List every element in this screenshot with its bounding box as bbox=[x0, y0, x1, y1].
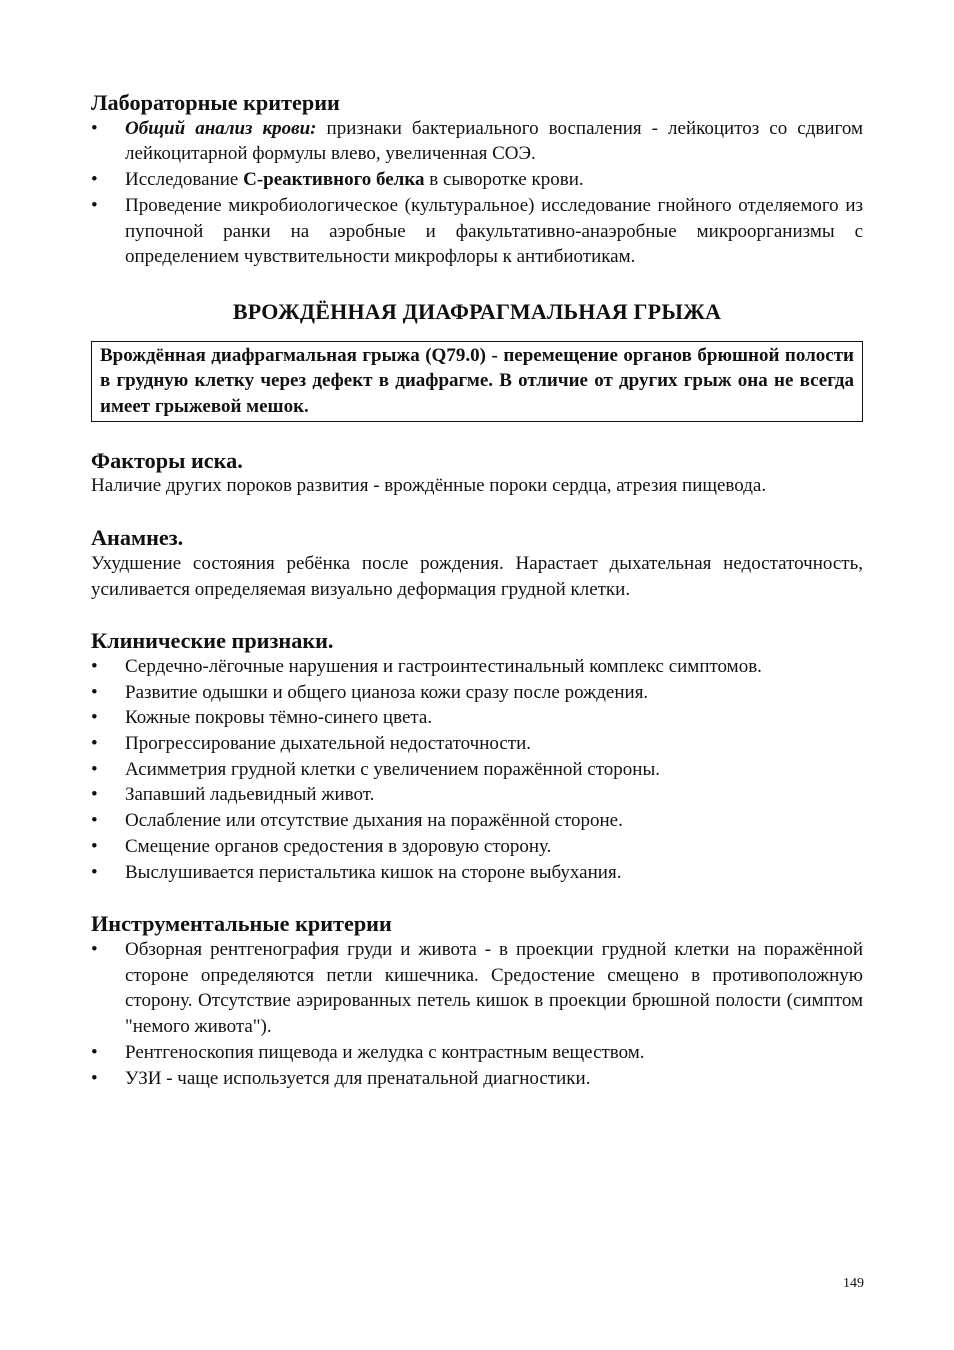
blood-test-text: признаки бактериального воспаления - лейкоцитоз со сдвигом лейкоцитарной формулы влево, увеличенная СОЭ. bbox=[125, 117, 863, 165]
crp-post: в сыворотке крови. bbox=[424, 169, 584, 191]
clinical-signs-heading: Клинические признаки. bbox=[91, 628, 334, 654]
blood-test-lead: Общий анализ крови: bbox=[125, 117, 317, 139]
list-item: • Асимметрия грудной клетки с увеличением поражённой стороны. bbox=[91, 757, 863, 783]
risk-factors-text: Наличие других пороков развития - врождённые пороки сердца, атрезия пищевода. bbox=[91, 475, 767, 497]
list-item bbox=[91, 116, 863, 167]
list-item: • Развитие одышки и общего цианоза кожи сразу после рождения. bbox=[91, 680, 863, 706]
list-item: • Выслушивается перистальтика кишок на стороне выбухания. bbox=[91, 860, 863, 886]
list-item: • Ослабление или отсутствие дыхания на поражённой стороне. bbox=[91, 808, 863, 834]
list-item: • Проведение микробиологическое (культуральное) исследование гнойного отделяемого из пупочной ранки на аэробные и факультативно-анаэробные микроорганизмы с определением чувствительности микрофлоры к антибиотикам. bbox=[91, 193, 863, 270]
list-item: • Сердечно-лёгочные нарушения и гастроинтестинальный комплекс симптомов. bbox=[91, 654, 863, 680]
crp-pre: Исследование bbox=[125, 169, 244, 191]
list-item: • Обзорная рентгенография груди и живота - в проекции грудной клетки на поражённой стороне определяются петли кишечника. Средостение смещено в противоположную сторону. Отсутствие аэрированных петель кишок в проекции брюшной полости (симптом "немого живота"). bbox=[91, 937, 863, 1040]
list-item: • Кожные покровы тёмно-синего цвета. bbox=[91, 705, 863, 731]
instrumental-criteria-heading: Инструментальные критерии bbox=[91, 911, 392, 937]
document-page bbox=[91, 90, 863, 1091]
anamnesis-heading: Анамнез. bbox=[91, 525, 184, 551]
section-title: ВРОЖДЁННАЯ ДИАФРАГМАЛЬНАЯ ГРЫЖА bbox=[232, 298, 722, 324]
list-item bbox=[91, 167, 863, 193]
risk-factors-heading: Факторы иска. bbox=[91, 447, 243, 473]
clinical-signs-list bbox=[91, 654, 863, 885]
lab-criteria-heading: Лабораторные критерии bbox=[91, 90, 340, 115]
definition-box: Врождённая диафрагмальная грыжа (Q79.0) - перемещение органов брюшной полости в грудную клетку через дефект в диафрагме. В отличие от других грыж она не всегда имеет грыжевой мешок. bbox=[91, 341, 863, 422]
list-item: • Прогрессирование дыхательной недостаточности. bbox=[91, 731, 863, 757]
list-item: • Запавший ладьевидный живот. bbox=[91, 782, 863, 808]
list-item: • Рентгеноскопия пищевода и желудка с контрастным веществом. bbox=[91, 1040, 863, 1066]
instrumental-criteria-list bbox=[91, 937, 863, 1091]
list-item: • Смещение органов средостения в здоровую сторону. bbox=[91, 834, 863, 860]
page-number: 149 bbox=[843, 1276, 864, 1291]
lab-criteria-list bbox=[91, 116, 863, 270]
list-item: • УЗИ - чаще используется для пренатальной диагностики. bbox=[91, 1066, 863, 1092]
crp-bold: С-реактивного белка bbox=[243, 169, 425, 191]
anamnesis-text: Ухудшение состояния ребёнка после рождения. Нарастает дыхательная недостаточность, усиливается определяемая визуально деформация грудной клетки. bbox=[91, 552, 863, 600]
